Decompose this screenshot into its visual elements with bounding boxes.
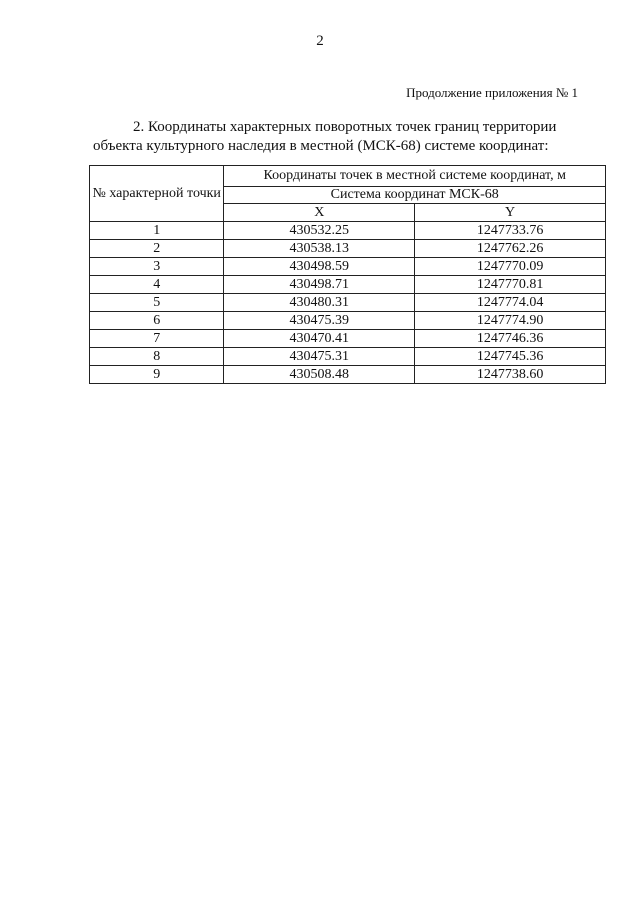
table-row (90, 348, 606, 366)
point-y: 1247774.90 (415, 312, 606, 330)
table-body (90, 222, 606, 384)
header-coordinates: Координаты точек в местной системе координат, м (224, 166, 606, 187)
table-row (90, 312, 606, 330)
point-number: 3 (90, 258, 224, 276)
page-number: 2 (316, 33, 324, 49)
point-x: 430480.31 (224, 294, 415, 312)
intro-line-1: 2. Координаты характерных поворотных точек границ территории (133, 119, 557, 135)
point-y: 1247733.76 (415, 222, 606, 240)
table-row (90, 366, 606, 384)
intro-line-2: объекта культурного наследия в местной (МСК-68) системе координат: (93, 138, 549, 154)
point-x: 430498.59 (224, 258, 415, 276)
point-y: 1247738.60 (415, 366, 606, 384)
point-x: 430475.39 (224, 312, 415, 330)
header-x: X (224, 204, 415, 222)
point-y: 1247746.36 (415, 330, 606, 348)
point-number: 8 (90, 348, 224, 366)
intro-paragraph (93, 118, 583, 156)
point-number: 1 (90, 222, 224, 240)
point-number: 5 (90, 294, 224, 312)
table-row (90, 330, 606, 348)
point-number: 2 (90, 240, 224, 258)
point-x: 430538.13 (224, 240, 415, 258)
point-x: 430498.71 (224, 276, 415, 294)
point-number: 6 (90, 312, 224, 330)
point-number: 9 (90, 366, 224, 384)
point-number: 4 (90, 276, 224, 294)
table-row (90, 240, 606, 258)
coordinate-system-label: Система координат МСК-68 (224, 187, 606, 204)
point-y: 1247745.36 (415, 348, 606, 366)
point-x: 430470.41 (224, 330, 415, 348)
header-y: Y (415, 204, 606, 222)
table-row (90, 222, 606, 240)
appendix-note: Продолжение приложения № 1 (406, 85, 578, 100)
table-row (90, 294, 606, 312)
table-header-row (90, 166, 606, 187)
table-row (90, 276, 606, 294)
point-x: 430475.31 (224, 348, 415, 366)
header-point-number: № характерной точки (90, 166, 224, 222)
point-x: 430532.25 (224, 222, 415, 240)
point-x: 430508.48 (224, 366, 415, 384)
point-y: 1247770.09 (415, 258, 606, 276)
table-row (90, 258, 606, 276)
point-y: 1247770.81 (415, 276, 606, 294)
point-y: 1247774.04 (415, 294, 606, 312)
point-y: 1247762.26 (415, 240, 606, 258)
point-number: 7 (90, 330, 224, 348)
coordinates-table (89, 165, 606, 384)
